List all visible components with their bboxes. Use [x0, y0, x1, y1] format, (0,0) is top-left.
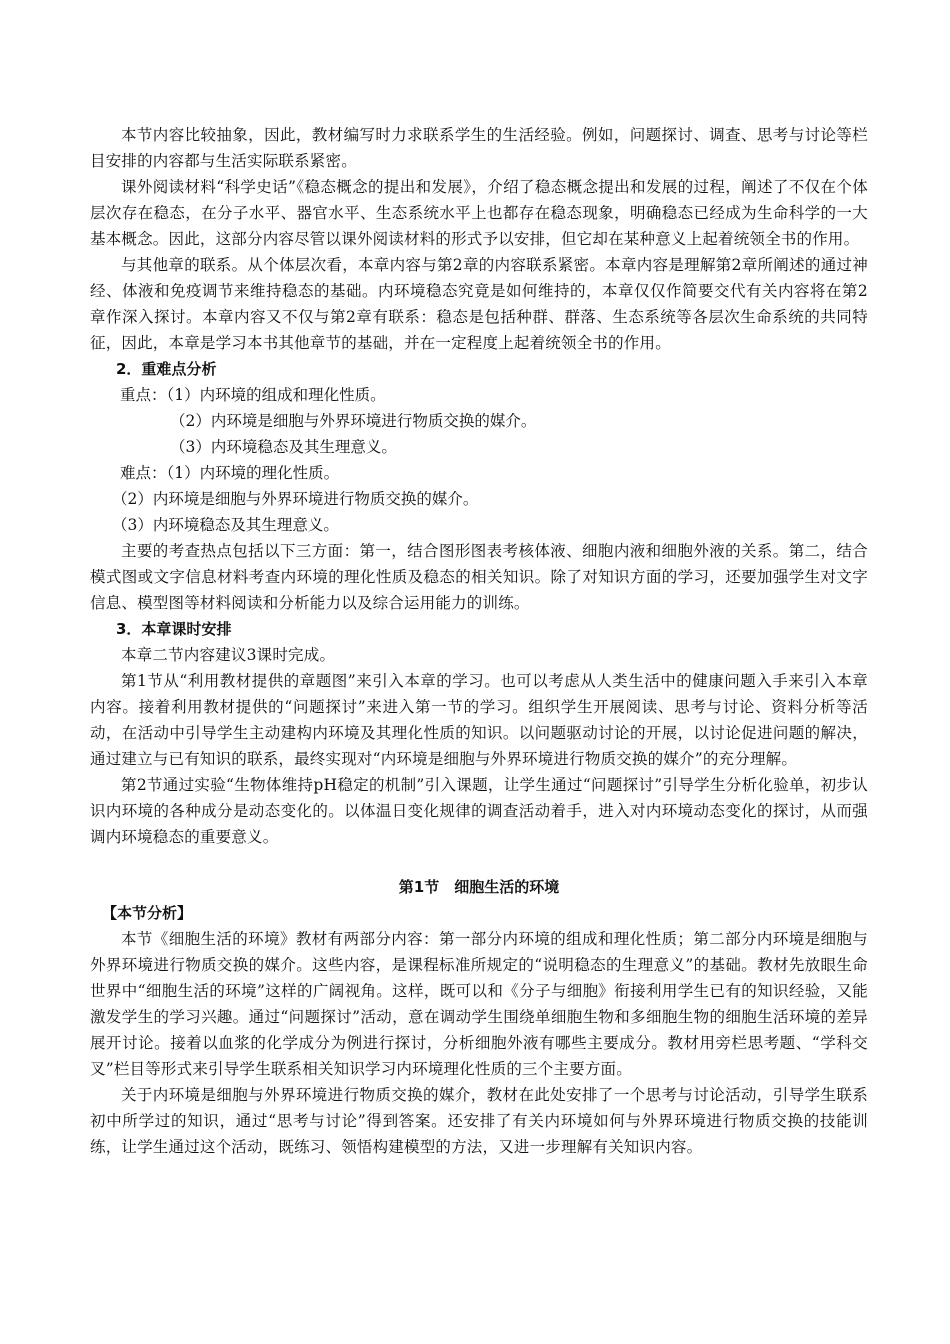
difficulty-1: 难点：（1）内环境的理化性质。 [120, 464, 340, 482]
document-page [90, 122, 868, 1160]
section-analysis-heading: 【本节分析】 [102, 904, 193, 922]
intro-paragraph-2: 课外阅读材料“科学史话”《稳态概念的提出和发展》，介绍了稳态概念提出和发展的过程，阐述了不仅在个体层次存在稳态，在分子水平、器官水平、生态系统水平上也都存在稳态现象，明确稳态已经成为生命科学的一大基本概念。因此，这部分内容尽管以课外阅读材料的形式予以安排，但它却在某种意义上起着统领全书的作用。 [90, 178, 868, 248]
key-point-1: 重点：（1）内环境的组成和理化性质。 [120, 386, 386, 404]
difficulty-3: （3）内环境稳态及其生理意义。 [112, 516, 339, 534]
key-points-heading: 2．重难点分析 [116, 360, 217, 378]
key-point-2: （2）内环境是细胞与外界环境进行物质交换的媒介。 [170, 412, 537, 430]
key-point-3: （3）内环境稳态及其生理意义。 [170, 438, 397, 456]
schedule-paragraph-1: 本章二节内容建议3课时完成。 [121, 646, 336, 664]
section-paragraph-2: 关于内环境是细胞与外界环境进行物质交换的媒介，教材在此处安排了一个思考与讨论活动，引导学生联系初中所学过的知识，通过“思考与讨论”得到答案。还安排了有关内环境如何与外界环境进行物质交换的技能训练，让学生通过这个活动，既练习、领悟构建模型的方法，又进一步理解有关知识内容。 [90, 1086, 868, 1156]
section-paragraph-1: 本节《细胞生活的环境》教材有两部分内容：第一部分内环境的组成和理化性质；第二部分内环境是细胞与外界环境进行物质交换的媒介。这些内容，是课程标准所规定的“说明稳态的生理意义”的基础。教材先放眼生命世界中“细胞生活的环境”这样的广阔视角。这样，既可以和《分子与细胞》衔接利用学生已有的知识经验，又能激发学生的学习兴趣。通过“问题探讨”活动，意在调动学生围绕单细胞生物和多细胞生物的细胞生活环境的差异展开讨论。接着以血浆的化学成分为例进行探讨，分析细胞外液有哪些主要成分。教材用旁栏思考题、“学科交叉”栏目等形式来引导学生联系相关知识学习内环境理化性质的三个主要方面。 [90, 930, 868, 1078]
intro-paragraph-1: 本节内容比较抽象，因此，教材编写时力求联系学生的生活经验。例如，问题探讨、调查、思考与讨论等栏目安排的内容都与生活实际联系紧密。 [90, 126, 868, 170]
schedule-heading: 3．本章课时安排 [116, 620, 232, 638]
section-title: 第1节 细胞生活的环境 [398, 878, 560, 896]
intro-paragraph-3: 与其他章的联系。从个体层次看，本章内容与第2章的内容联系紧密。本章内容是理解第2章所阐述的通过神经、体液和免疫调节来维持稳态的基础。内环境稳态究竟是如何维持的，本章仅仅作简要交代有关内容将在第2章作深入探讨。本章内容又不仅与第2章有联系：稳态是包括种群、群落、生态系统等各层次生命系统的共同特征，因此，本章是学习本书其他章节的基础，并在一定程度上起着统领全书的作用。 [90, 256, 868, 352]
difficulty-2: （2）内环境是细胞与外界环境进行物质交换的媒介。 [112, 490, 479, 508]
schedule-paragraph-2: 第1节从“利用教材提供的章题图”来引入本章的学习。也可以考虑从人类生活中的健康问题入手来引入本章内容。接着利用教材提供的“问题探讨”来进入第一节的学习。组织学生开展阅读、思考与讨论、资料分析等活动，在活动中引导学生主动建构内环境及其理化性质的知识。以问题驱动讨论的开展，以讨论促进问题的解决，通过建立与已有知识的联系，最终实现对“内环境是细胞与外界环境进行物质交换的媒介”的充分理解。 [90, 672, 868, 768]
schedule-paragraph-3: 第2节通过实验“生物体维持pH稳定的机制”引入课题，让学生通过“问题探讨”引导学生分析化验单，初步认识内环境的各种成分是动态变化的。以体温日变化规律的调查活动着手，进入对内环境动态变化的探讨，从而强调内环境稳态的重要意义。 [90, 776, 868, 846]
exam-hotspots-paragraph: 主要的考查热点包括以下三方面：第一，结合图形图表考核体液、细胞内液和细胞外液的关系。第二，结合模式图或文字信息材料考查内环境的理化性质及稳态的相关知识。除了对知识方面的学习，还要加强学生对文字信息、模型图等材料阅读和分析能力以及综合运用能力的训练。 [90, 542, 868, 612]
